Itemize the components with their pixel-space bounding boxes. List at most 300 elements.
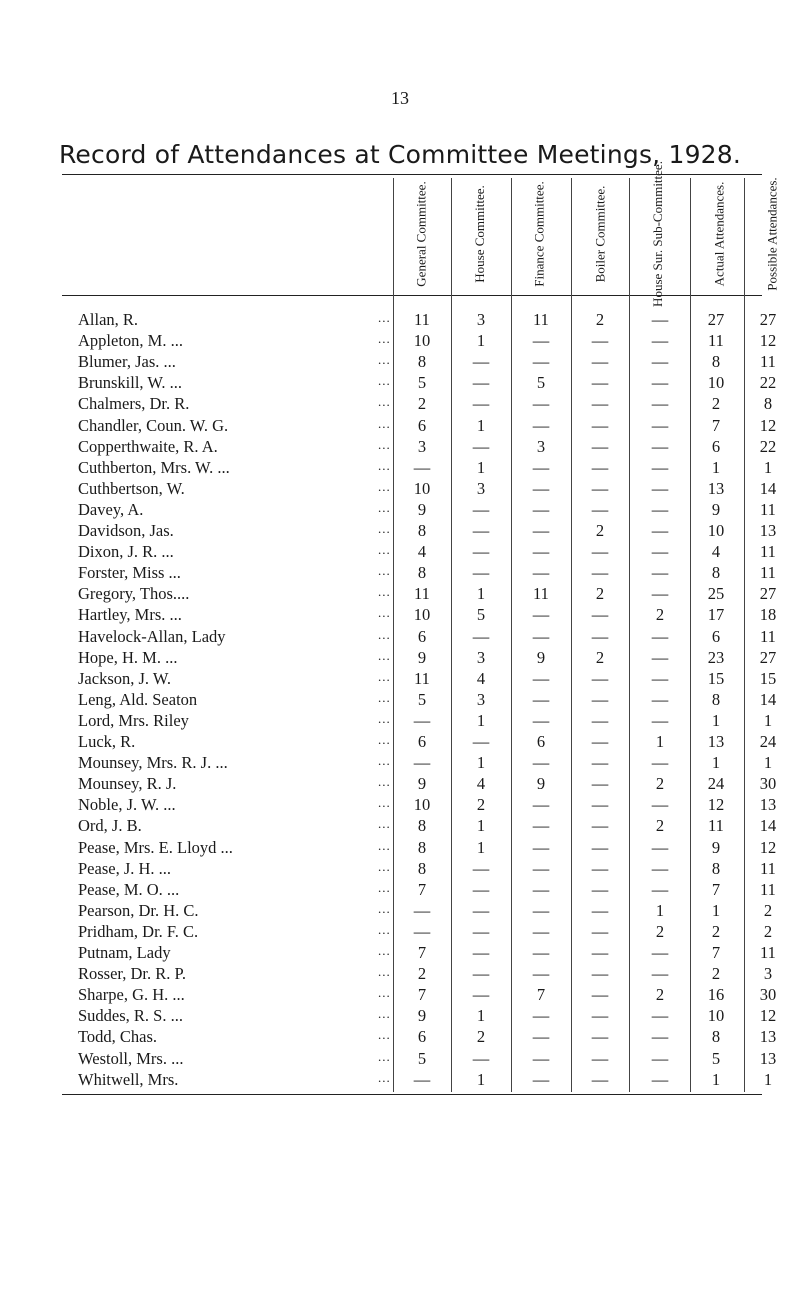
table-row [78,563,776,584]
attendance-cell: — [651,415,669,435]
member-name: Hartley, Mrs. ... [78,605,182,625]
attendance-cell: — [591,478,609,498]
attendance-cell: 1 [476,415,486,435]
attendance-cell: 3 [536,436,546,456]
attendance-cell: 30 [759,774,777,794]
member-name: Lord, Mrs. Riley [78,710,189,730]
attendance-cell: 8 [711,563,721,583]
attendance-cell: 12 [707,795,725,815]
attendance-cell: 2 [595,584,605,604]
attendance-cell: — [591,710,609,730]
table-row [78,921,773,943]
table-row [78,626,776,648]
dot-leader: ... [378,499,391,515]
attendance-cell: 2 [655,774,665,794]
table-row [78,837,777,859]
member-name: Todd, Chas. [78,1027,158,1047]
attendance-cell: 6 [417,1027,427,1047]
member-name: Allan, R. [78,310,139,329]
column-header [692,178,746,290]
attendance-cell: — [532,1069,550,1089]
attendance-cell: — [651,436,669,456]
attendance-cell: 8 [417,816,427,836]
member-name: Chalmers, Dr. R. [78,394,190,414]
attendance-cell: — [591,858,609,878]
attendance-cell: — [532,668,550,688]
table-row [78,858,776,880]
attendance-cell: 1 [711,457,721,477]
attendance-cell: 24 [759,732,777,751]
attendance-cell: — [532,521,550,540]
table-row [78,478,777,500]
dot-leader: ... [378,921,391,937]
column-header-label: House Sur. Sub-Committee. [650,161,666,307]
attendance-cell: — [591,1006,609,1026]
table-row [78,605,777,626]
attendance-cell: — [651,647,669,667]
attendance-cell: 11 [760,943,776,962]
table-row [78,310,777,331]
attendance-cell: 27 [759,647,777,667]
table-row [78,689,777,711]
attendance-cell: — [651,1006,669,1026]
member-name: Westoll, Mrs. ... [78,1048,184,1068]
attendance-cell: — [651,837,669,857]
dot-leader: ... [378,858,391,874]
attendance-cell: 13 [759,521,777,540]
member-name: Blumer, Jas. ... [78,352,176,372]
attendance-cell: — [532,879,550,899]
attendance-cell: 18 [759,605,777,625]
dot-leader: ... [378,436,391,452]
table-row [78,964,773,985]
attendance-cell: — [413,457,431,477]
attendance-cell: — [651,795,669,815]
attendance-cell: 13 [759,1048,777,1068]
attendance-cell: — [413,921,431,941]
table-row [78,879,776,901]
attendance-cell: 3 [476,478,486,498]
attendance-cell: 4 [711,542,721,562]
attendance-cell: — [651,373,669,393]
table-row [78,331,777,352]
attendance-cell: — [472,394,490,414]
attendance-cell: 13 [707,732,725,751]
column-header-label: General Committee. [414,181,430,287]
attendance-cell: — [532,499,550,519]
attendance-cell: 9 [417,499,427,519]
attendance-cell: 3 [476,647,486,667]
attendance-cell: 11 [760,542,776,562]
dot-leader: ... [378,478,391,494]
attendance-cell: — [532,352,550,372]
attendance-cell: — [472,900,490,920]
attendance-cell: 1 [476,584,486,604]
dot-leader: ... [378,647,391,663]
attendance-cell: 9 [536,647,546,667]
attendance-cell: — [591,753,609,773]
attendance-cell: 1 [655,900,665,920]
attendance-cell: — [532,563,550,583]
table-row [78,373,777,394]
dot-leader: ... [378,1006,391,1022]
attendance-cell: 13 [759,795,777,815]
member-name: Brunskill, W. ... [78,373,183,393]
dot-leader: ... [378,753,391,769]
attendance-cell: 2 [655,605,665,625]
attendance-cell: 7 [711,415,721,435]
member-name: Leng, Ald. Seaton [78,689,198,709]
member-name: Chandler, Coun. W. G. [78,415,229,435]
dot-leader: ... [378,626,391,642]
dot-leader: ... [378,1048,391,1064]
attendance-cell: 13 [707,478,725,498]
attendance-cell: — [591,795,609,815]
table-row [78,584,777,605]
attendance-cell: — [532,542,550,562]
table-row [78,521,777,542]
attendance-cell: 1 [711,710,721,730]
member-name: Jackson, J. W. [78,668,172,688]
attendance-cell: 1 [711,1069,721,1089]
attendance-cell: — [413,900,431,920]
column-header-label: Possible Attendances. [765,177,781,291]
member-name: Mounsey, Mrs. R. J. ... [78,753,228,773]
column-header-label: House Committee. [472,185,487,283]
attendance-cell: — [532,816,550,836]
attendance-cell: 7 [536,985,546,1005]
dot-leader: ... [378,668,391,684]
attendance-cell: 2 [763,900,773,920]
attendance-cell: — [591,373,609,393]
attendance-cell: 9 [417,647,427,667]
attendance-cell: — [532,331,550,351]
member-name: Pridham, Dr. F. C. [78,921,199,941]
attendance-cell: 2 [655,816,665,836]
attendance-cell: 11 [760,499,776,519]
table-row [78,753,773,774]
attendance-cell: 5 [711,1048,721,1068]
table-row [78,668,777,690]
attendance-cell: 11 [760,858,776,878]
attendance-cell: 12 [759,1006,777,1026]
member-name: Forster, Miss ... [78,563,181,583]
dot-leader: ... [378,943,391,958]
attendance-cell: — [532,964,550,984]
column-header [395,178,449,290]
attendance-cell: 7 [417,985,427,1005]
attendance-cell: — [591,879,609,899]
page-title: Record of Attendances at Committee Meetings, 1928. [58,140,742,169]
attendance-cell: — [532,1006,550,1026]
attendance-cell: 17 [707,605,725,625]
member-name: Havelock-Allan, Lady [78,626,226,646]
attendance-cell: 9 [711,837,721,857]
attendance-cell: — [591,816,609,836]
dot-leader: ... [378,985,391,1001]
attendance-cell: — [651,521,669,540]
attendance-cell: 11 [760,352,776,372]
attendance-cell: 8 [711,689,721,709]
attendance-cell: — [591,415,609,435]
attendance-cell: — [472,436,490,456]
attendance-cell: 7 [711,879,721,899]
attendance-cell: 24 [707,774,725,794]
attendance-cell: 12 [759,415,777,435]
attendance-cell: 1 [476,710,486,730]
member-name: Ord, J. B. [78,816,142,836]
member-name: Sharpe, G. H. ... [78,985,185,1005]
attendance-cell: — [651,584,669,604]
attendance-cell: 2 [417,964,427,984]
dot-leader: ... [378,837,391,853]
attendance-cell: — [532,943,550,962]
attendance-cell: — [591,436,609,456]
attendance-cell: — [532,795,550,815]
attendance-cell: 10 [707,1006,725,1026]
attendance-cell: — [472,943,490,962]
attendance-cell: 4 [417,542,427,562]
attendance-cell: 1 [763,710,773,730]
attendance-cell: 8 [763,394,773,414]
member-name: Appleton, M. ... [78,331,183,351]
member-name: Rosser, Dr. R. P. [78,964,186,984]
attendance-cell: 1 [476,1006,486,1026]
attendance-cell: 4 [476,668,486,688]
table-row [78,542,776,563]
attendance-cell: — [472,858,490,878]
attendance-cell: — [472,1048,490,1068]
attendance-cell: 1 [763,1069,773,1089]
attendance-cell: 3 [417,436,427,456]
attendance-cell: 12 [759,837,777,857]
attendance-cell: — [651,310,669,329]
attendance-cell: — [591,499,609,519]
attendance-cell: 3 [763,964,773,984]
dot-leader: ... [378,964,391,980]
member-name: Pearson, Dr. H. C. [78,900,199,920]
attendance-cell: 9 [536,774,546,794]
table-row [78,436,777,458]
table-row [78,943,776,964]
member-name: Cuthberton, Mrs. W. ... [78,457,230,477]
attendance-cell: — [591,457,609,477]
member-name: Noble, J. W. ... [78,795,176,815]
attendance-cell: 10 [413,795,431,815]
attendance-cell: 6 [417,732,427,751]
attendance-cell: 2 [476,795,486,815]
attendance-cell: 5 [417,1048,427,1068]
table-row [78,816,777,837]
attendance-cell: 8 [711,1027,721,1047]
table-row [78,499,776,521]
attendance-cell: 5 [536,373,546,393]
attendance-cell: — [472,373,490,393]
attendance-cell: — [651,1027,669,1047]
attendance-cell: — [651,394,669,414]
attendance-cell: 27 [759,310,777,329]
dot-leader: ... [378,710,391,726]
attendance-cell: 25 [707,584,725,604]
attendance-cell: 10 [413,331,431,351]
table-row [78,985,777,1006]
attendance-cell: — [651,563,669,583]
dot-leader: ... [378,563,391,579]
attendance-cell: — [472,985,490,1005]
attendance-cell: — [472,521,490,540]
attendance-cell: 4 [476,774,486,794]
attendance-cell: 1 [476,457,486,477]
attendance-cell: — [651,626,669,646]
attendance-cell: — [532,921,550,941]
table-row [78,647,777,669]
attendance-cell: — [532,394,550,414]
attendance-cell: — [591,837,609,857]
attendance-cell: — [651,753,669,773]
attendance-cell: 13 [759,1027,777,1047]
attendance-cell: 23 [707,647,725,667]
attendance-cell: — [591,943,609,962]
attendance-cell: 1 [476,331,486,351]
dot-leader: ... [378,373,391,389]
attendance-cell: 14 [759,689,777,709]
attendance-cell: — [532,710,550,730]
attendance-cell: 8 [417,521,427,540]
attendance-cell: — [591,626,609,646]
column-header-label: Boiler Committee. [592,185,608,283]
attendance-cell: — [532,626,550,646]
dot-leader: ... [378,732,391,747]
attendance-cell: — [651,499,669,519]
attendance-cell: 11 [414,668,430,688]
attendance-cell: — [591,563,609,583]
table-row [78,900,773,922]
attendance-cell: 22 [759,436,777,456]
attendance-cell: — [591,1027,609,1047]
table-row [78,732,777,753]
attendance-cell: — [413,710,431,730]
column-header [453,178,507,290]
attendance-cell: — [591,921,609,941]
attendance-cell: — [413,753,431,773]
table-row [78,1027,777,1048]
table-row [78,1006,777,1027]
attendance-cell: 1 [476,837,486,857]
dot-leader: ... [378,521,391,536]
attendance-cell: 7 [417,943,427,962]
attendance-cell: — [591,352,609,372]
attendance-cell: 8 [711,352,721,372]
attendance-cell: — [651,352,669,372]
member-name: Davidson, Jas. [78,521,174,540]
dot-leader: ... [378,605,391,621]
attendance-cell: — [591,668,609,688]
dot-leader: ... [378,1027,391,1043]
attendance-cell: — [651,668,669,688]
attendance-cell: 11 [533,584,549,604]
table-row [78,710,773,732]
column-header [631,161,685,307]
column-header [573,178,627,290]
attendance-cell: — [591,732,609,751]
attendance-cell: 2 [595,310,605,329]
attendance-cell: 10 [707,521,725,540]
attendance-cell: 1 [711,900,721,920]
attendance-cell: 1 [763,457,773,477]
attendance-cell: 16 [707,985,725,1005]
attendance-cell: 6 [536,732,546,751]
attendance-cell: — [472,499,490,519]
attendance-cell: 22 [759,373,777,393]
attendance-cell: 7 [711,943,721,962]
attendance-cell: — [651,331,669,351]
column-header [746,178,800,290]
dot-leader: ... [378,689,391,705]
attendance-cell: 1 [655,732,665,751]
attendance-cell: — [532,1027,550,1047]
attendance-cell: — [532,858,550,878]
attendance-cell: 30 [759,985,777,1005]
member-name: Davey, A. [78,499,144,519]
dot-leader: ... [378,774,391,790]
table-row [78,457,773,479]
table-row [78,774,777,795]
attendance-cell: 10 [413,605,431,625]
table-row [78,394,773,415]
attendance-cell: 2 [417,394,427,414]
attendance-cell: 10 [707,373,725,393]
attendance-cell: — [532,457,550,477]
attendance-cell: — [532,1048,550,1068]
attendance-cell: 8 [711,858,721,878]
attendance-cell: — [651,943,669,962]
attendance-cell: 3 [476,310,486,329]
attendance-cell: 11 [414,584,430,604]
attendance-cell: — [591,1048,609,1068]
member-name: Copperthwaite, R. A. [78,436,218,456]
attendance-cell: 8 [417,858,427,878]
dot-leader: ... [378,1069,391,1085]
attendance-cell: 11 [708,816,724,836]
attendance-cell: 14 [759,478,777,498]
attendance-cell: 6 [417,415,427,435]
member-name: Whitwell, Mrs. [78,1069,179,1089]
attendance-cell: — [591,331,609,351]
attendance-cell: — [472,352,490,372]
member-name: Gregory, Thos.... [78,584,190,604]
attendance-cell: — [591,605,609,625]
table-row [78,1069,773,1091]
attendance-cell: — [591,964,609,984]
attendance-cell: 2 [711,964,721,984]
dot-leader: ... [378,542,391,558]
attendance-cell: 5 [417,689,427,709]
attendance-cell: — [591,689,609,709]
attendance-cell: — [591,542,609,562]
attendance-cell: 5 [417,373,427,393]
attendance-cell: 9 [417,1006,427,1026]
attendance-cell: 15 [759,668,777,688]
dot-leader: ... [378,900,391,916]
attendance-cell: 2 [711,921,721,941]
attendance-cell: — [651,689,669,709]
attendance-cell: — [651,478,669,498]
dot-leader: ... [378,331,391,347]
dot-leader: ... [378,394,391,410]
attendance-cell: — [472,879,490,899]
attendance-cell: 9 [417,774,427,794]
attendance-cell: 2 [763,921,773,941]
